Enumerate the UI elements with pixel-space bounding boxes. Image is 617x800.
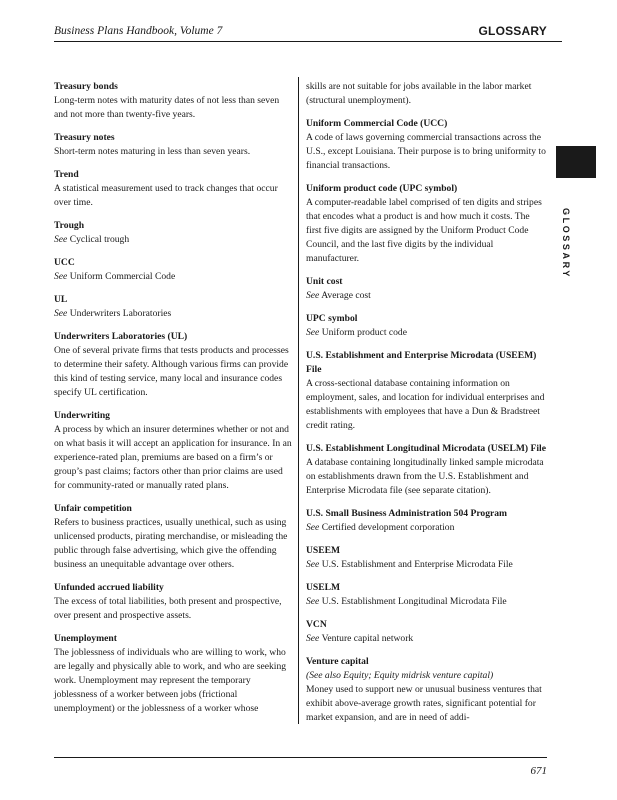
glossary-see-reference: [306, 521, 547, 535]
glossary-entry: [306, 507, 547, 535]
glossary-definition: The joblessness of individuals who are willing to work, who are legally and physically able to work, and who are seeking work. Unemployment may represent the temporary joblessness of a worker between jobs (frictional unemployment) or the joblessness of a worker whose: [54, 647, 287, 714]
glossary-term: U.S. Establishment and Enterprise Microdata (USEEM) File: [306, 350, 537, 375]
glossary-term: Unemployment: [54, 633, 117, 644]
see-label: See: [54, 308, 68, 319]
glossary-definition: A database containing longitudinally linked sample microdata on establishments drawn from the U.S. Establishment and Enterprise Microdata file (see separate citation).: [306, 457, 544, 496]
glossary-term: U.S. Establishment Longitudinal Microdata (USELM) File: [306, 443, 546, 454]
glossary-term: USELM: [306, 582, 341, 593]
glossary-term: Uniform product code (UPC symbol): [306, 183, 458, 194]
running-head-book-title: Business Plans Handbook, Volume 7: [54, 25, 223, 37]
glossary-entry: [306, 80, 547, 108]
glossary-entry: [54, 131, 295, 159]
glossary-term: UL: [54, 294, 68, 305]
glossary-term: Treasury bonds: [54, 81, 118, 92]
glossary-entry: [54, 293, 295, 321]
glossary-term: Unfunded accrued liability: [54, 582, 164, 593]
glossary-entry: [306, 655, 547, 725]
see-target: Certified development corporation: [321, 522, 455, 533]
see-target: Underwriters Laboratories: [69, 308, 172, 319]
glossary-see-reference: [306, 558, 547, 572]
glossary-see-reference: [306, 289, 547, 303]
glossary-entry: [306, 117, 547, 173]
glossary-see-reference: [306, 326, 547, 340]
glossary-term: Treasury notes: [54, 132, 115, 143]
see-target: Cyclical trough: [69, 234, 130, 245]
glossary-entry: [306, 312, 547, 340]
see-label: See: [54, 271, 68, 282]
glossary-definition: A code of laws governing commercial transactions across the U.S., except Louisiana. Their purpose is to bring uniformity to financial transactions.: [306, 132, 546, 171]
glossary-term: Underwriting: [54, 410, 110, 421]
glossary-definition: A cross-sectional database containing information on employment, sales, and location for individual enterprises and establishments with employees that have a Dun & Bradstreet credit rating.: [306, 378, 545, 431]
see-target: Uniform Commercial Code: [69, 271, 176, 282]
glossary-term: UCC: [54, 257, 75, 268]
glossary-term: Trend: [54, 169, 79, 180]
glossary-definition: The excess of total liabilities, both present and prospective, over present and prospective assets.: [54, 596, 282, 621]
glossary-definition: A computer-readable label comprised of ten digits and stripes that encodes what a product is and how much it costs. The first five digits are assigned by the Uniform Product Code Council, and the last five digits by the individual manufacturer.: [306, 197, 542, 264]
glossary-entry: [54, 80, 295, 122]
glossary-see-reference: [54, 270, 295, 284]
page-number: 671: [530, 765, 547, 777]
see-label: See: [306, 633, 320, 644]
glossary-definition: Short-term notes maturing in less than seven years.: [54, 146, 251, 157]
glossary-entry: [54, 409, 295, 493]
glossary-term: Unfair competition: [54, 503, 132, 514]
glossary-term: VCN: [306, 619, 327, 630]
glossary-entry: [306, 442, 547, 498]
running-head-section-title: GLOSSARY: [478, 24, 547, 38]
see-label: See: [306, 596, 320, 607]
glossary-entry: [54, 330, 295, 400]
thumb-index-tab: [556, 146, 596, 178]
glossary-see-reference: [306, 632, 547, 646]
thumb-index-label: GLOSSARY: [561, 208, 571, 279]
glossary-definition: One of several private firms that tests products and processes to determine their safety. Although various firms can provide this kind of testing service, many local and insurance codes specify UL certification.: [54, 345, 289, 398]
glossary-term: U.S. Small Business Administration 504 Program: [306, 508, 508, 519]
see-label: See: [306, 559, 320, 570]
see-label: See: [306, 290, 320, 301]
glossary-entry: [54, 632, 295, 716]
glossary-term: Unit cost: [306, 276, 343, 287]
glossary-definition: skills are not suitable for jobs available in the labor market (structural unemployment).: [306, 81, 532, 106]
see-label: See: [306, 522, 320, 533]
see-target: Venture capital network: [321, 633, 414, 644]
glossary-entry: [306, 182, 547, 266]
glossary-see-reference: [54, 307, 295, 321]
glossary-entry: [54, 219, 295, 247]
glossary-see-reference: [54, 233, 295, 247]
see-target: Average cost: [321, 290, 371, 301]
glossary-entry: [306, 349, 547, 433]
glossary-entry: [54, 581, 295, 623]
see-label: See: [306, 327, 320, 338]
glossary-entry: [54, 168, 295, 210]
glossary-definition: A statistical measurement used to track changes that occur over time.: [54, 183, 278, 208]
glossary-entry: [306, 275, 547, 303]
glossary-entry: [54, 502, 295, 572]
glossary-term: UPC symbol: [306, 313, 358, 324]
see-target: U.S. Establishment Longitudinal Microdata File: [321, 596, 507, 607]
glossary-see-reference: [306, 595, 547, 609]
column-divider: [298, 77, 299, 724]
glossary-term: USEEM: [306, 545, 341, 556]
glossary-definition: Money used to support new or unusual business ventures that exhibit above-average growth rates, significant potential for market expansion, and are in need of addi-: [306, 684, 542, 723]
glossary-term: Venture capital: [306, 656, 369, 667]
glossary-column-left: [54, 80, 295, 725]
glossary-column-right: [306, 80, 547, 734]
glossary-entry: [306, 581, 547, 609]
glossary-entry: [54, 256, 295, 284]
glossary-entry: [306, 618, 547, 646]
glossary-term: Uniform Commercial Code (UCC): [306, 118, 448, 129]
glossary-term: Underwriters Laboratories (UL): [54, 331, 188, 342]
footer-divider: [54, 757, 547, 758]
glossary-definition: A process by which an insurer determines whether or not and on what basis it will accept an application for insurance. In an experience-rated plan, premiums are based on a firm’s or group’s past claims; factors other than prior claims are used for community-rated or manually rated plans.: [54, 424, 292, 491]
glossary-entry: [306, 544, 547, 572]
glossary-definition: Refers to business practices, usually unethical, such as using unlicensed products, pirating merchandise, or misleading the public through false advertising, which give the offending business an unequitable advantage over others.: [54, 517, 288, 570]
glossary-cross-reference-note: (See also Equity; Equity midrisk venture capital): [306, 670, 494, 681]
see-target: U.S. Establishment and Enterprise Microdata File: [321, 559, 513, 570]
glossary-term: Trough: [54, 220, 85, 231]
see-target: Uniform product code: [321, 327, 407, 338]
glossary-definition: Long-term notes with maturity dates of not less than seven and not more than twenty-five years.: [54, 95, 280, 120]
see-label: See: [54, 234, 68, 245]
header-divider: [54, 41, 562, 42]
